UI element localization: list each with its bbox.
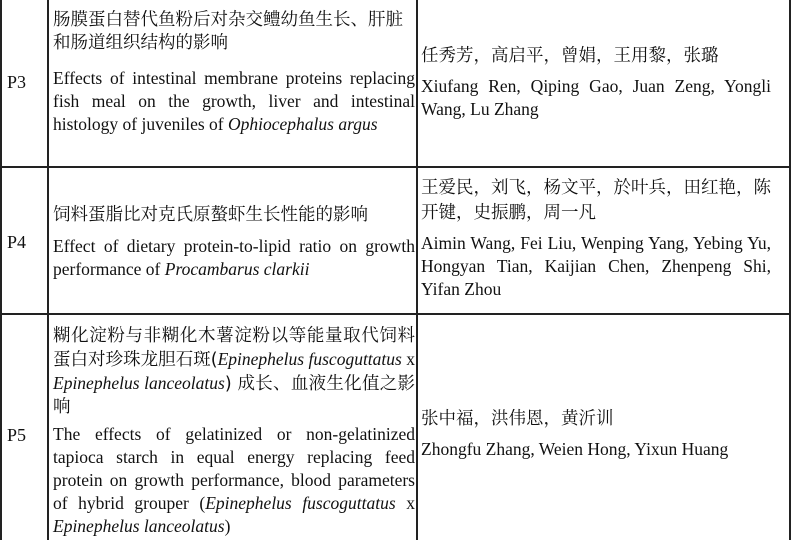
authors-cell (421, 176, 771, 301)
title-en (53, 423, 415, 538)
title-zh: 饲料蛋脂比对克氏原螯虾生长性能的影响 (53, 205, 368, 225)
title-cell (53, 9, 415, 136)
row-divider (0, 313, 790, 315)
column-divider (47, 0, 49, 540)
authors-en: Aimin Wang, Fei Liu, Wenping Yang, Yebing Yu, Hongyan Tian, Kaijian Chen, Zhenpeng Shi, Yifan Zhou (421, 233, 771, 299)
column-divider (416, 0, 418, 540)
authors-en: Zhongfu Zhang, Weien Hong, Yixun Huang (421, 439, 729, 459)
table-border-right (789, 0, 791, 540)
table-border-left (0, 0, 2, 540)
species-name: Ophiocephalus argus (227, 114, 378, 134)
row-id: P4 (7, 232, 27, 252)
row-id: P3 (7, 72, 27, 92)
title-zh-text: 糊化淀粉与非糊化木薯淀粉以等能量取代饲料蛋白对珍珠龙胆石斑( (53, 326, 415, 370)
species-name: Procambarus clarkii (164, 259, 310, 279)
species-name: Epinephelus fuscoguttatus (217, 349, 402, 369)
authors-cell (421, 407, 771, 461)
title-en (53, 67, 415, 136)
species-name: Epinephelus lanceolatus (53, 516, 225, 536)
cross-symbol: x (401, 349, 415, 369)
title-en-text: Effect of dietary protein-to-lipid ratio on growth performance of (53, 236, 415, 279)
authors-en: Xiufang Ren, Qiping Gao, Juan Zeng, Yongli Wang, Lu Zhang (421, 76, 771, 119)
title-en-text: ) (224, 516, 231, 536)
title-cell (53, 325, 415, 538)
title-en (53, 235, 415, 281)
title-cell (53, 204, 415, 281)
title-zh: 肠膜蛋白替代鱼粉后对杂交鳢幼鱼生长、肝脏和肠道组织结构的影响 (53, 10, 403, 53)
authors-zh: 王爱民，刘飞，杨文平，於叶兵，田红艳，陈开键，史振鹏，周一凡 (421, 178, 771, 223)
species-name: Epinephelus fuscoguttatus (205, 493, 396, 513)
title-en-text: The effects of gelatinized or non-gelatinized tapioca starch in equal energy replacing feed protein on growth performance, blood parameters of hybrid grouper ( (53, 424, 415, 513)
cross-symbol: x (395, 493, 415, 513)
authors-zh: 任秀芳，高启平，曾娟，王用黎，张璐 (421, 46, 719, 66)
authors-zh: 张中福，洪伟恩，黄沂训 (421, 409, 614, 429)
title-zh-text: ) 成长、血液生化值之影响 (53, 374, 415, 417)
species-name: Epinephelus lanceolatus (53, 373, 225, 393)
authors-cell (421, 44, 771, 121)
title-en-text: Effects of intestinal membrane proteins replacing fish meal on the growth, liver and intestinal histology of juveniles of (53, 68, 415, 134)
row-id: P5 (7, 425, 27, 445)
title-zh (53, 325, 415, 419)
row-divider (0, 166, 790, 168)
